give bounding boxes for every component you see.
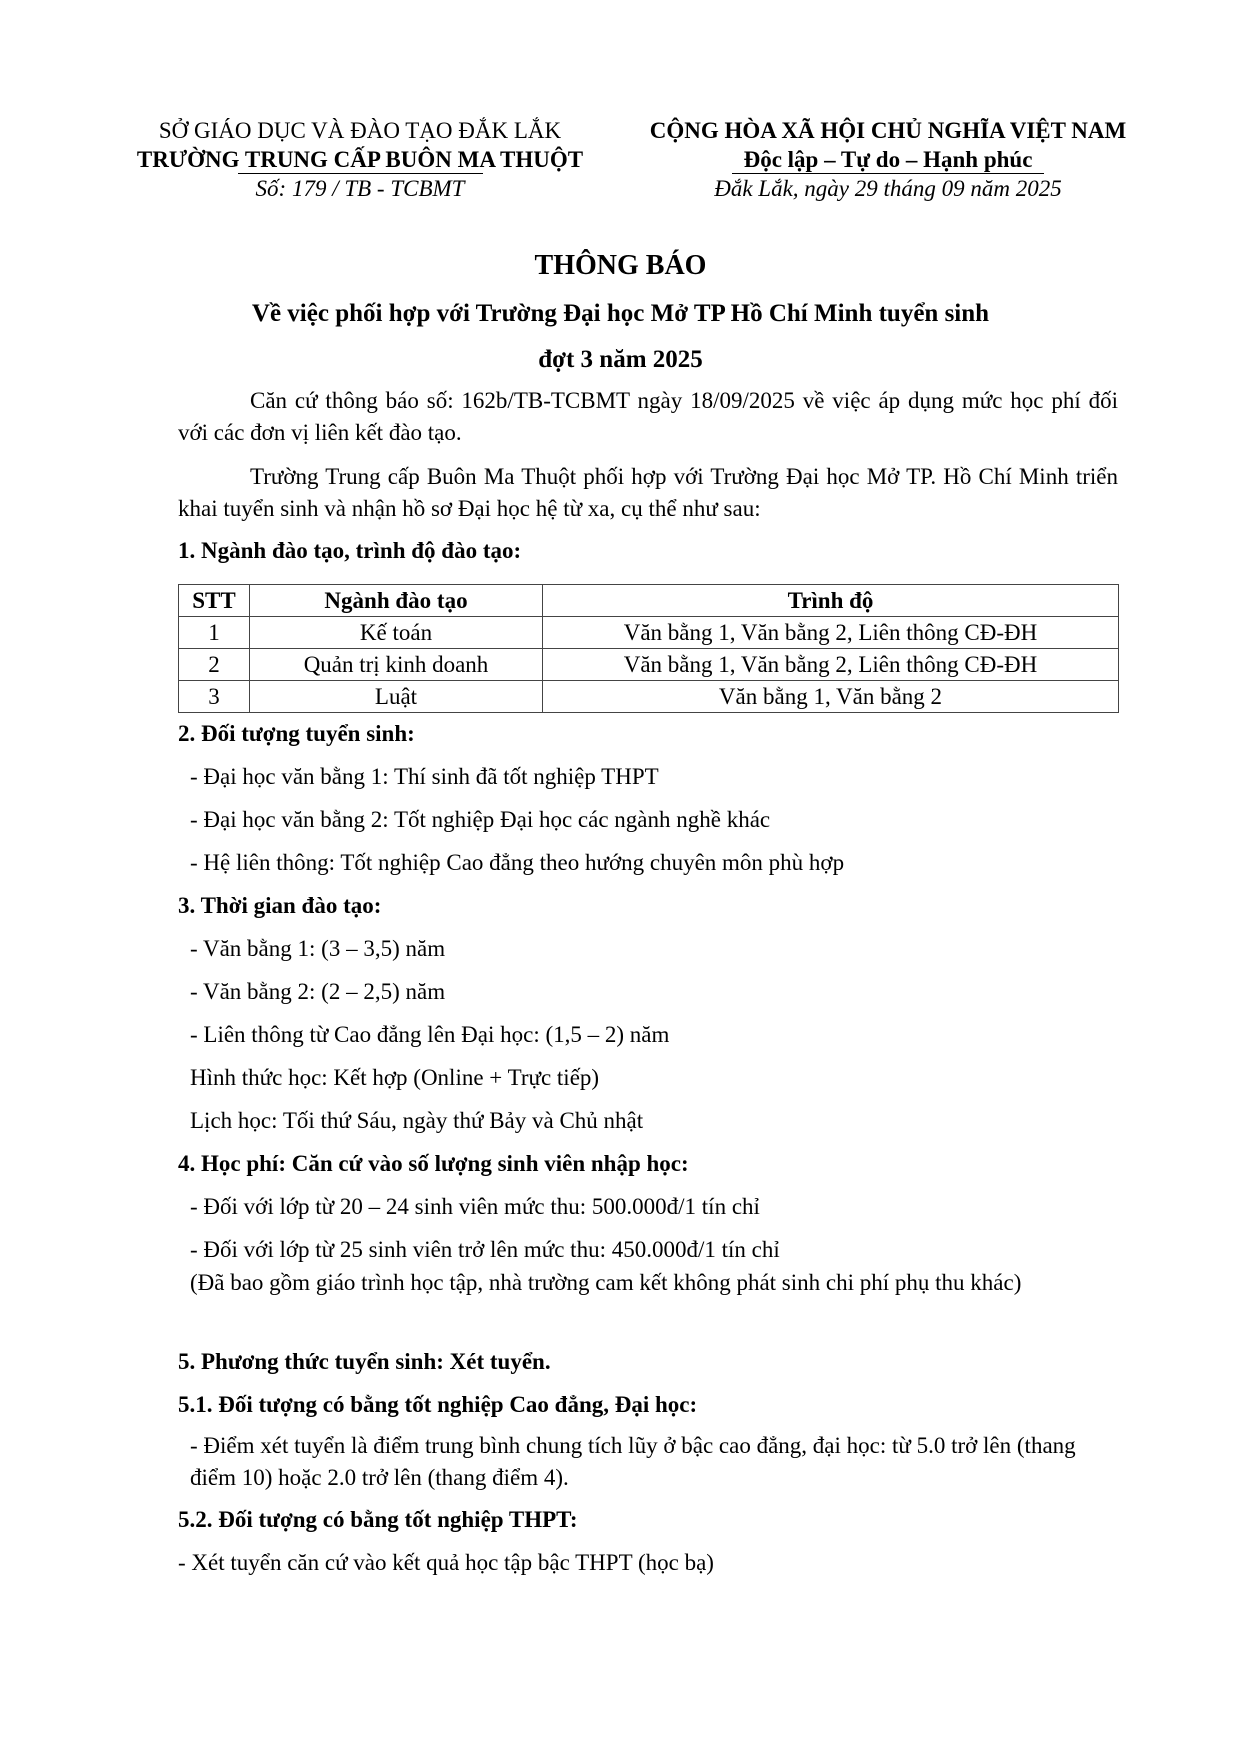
section-5-2-heading: 5.2. Đối tượng có bằng tốt nghiệp THPT: bbox=[178, 1507, 578, 1532]
document-subject-line-2: đợt 3 năm 2025 bbox=[538, 346, 703, 373]
column-header-major: Ngành đào tạo bbox=[250, 585, 543, 617]
study-schedule: Lịch học: Tối thứ Sáu, ngày thứ Bảy và Chủ nhật bbox=[190, 1108, 644, 1133]
majors-table bbox=[178, 584, 1119, 713]
cell-major: Luật bbox=[250, 681, 543, 713]
table-header-row bbox=[179, 585, 1119, 617]
section-4-heading: 4. Học phí: Căn cứ vào số lượng sinh viên nhập học: bbox=[178, 1151, 689, 1176]
intro-paragraph-1: Căn cứ thông báo số: 162b/TB-TCBMT ngày 18/09/2025 về việc áp dụng mức học phí đối với các đơn vị liên kết đào tạo. bbox=[178, 388, 1118, 445]
list-item: - Đại học văn bằng 2: Tốt nghiệp Đại học các ngành nghề khác bbox=[190, 807, 771, 832]
place-date: Đắk Lắk, ngày 29 tháng 09 năm 2025 bbox=[714, 176, 1062, 201]
list-item: - Liên thông từ Cao đẳng lên Đại học: (1,5 – 2) năm bbox=[190, 1022, 670, 1047]
fee-note: (Đã bao gồm giáo trình học tập, nhà trường cam kết không phát sinh chi phí phụ thu khác) bbox=[190, 1270, 1022, 1295]
intro-block bbox=[178, 385, 1118, 567]
list-item: - Đối với lớp từ 25 sinh viên trở lên mức thu: 450.000đ/1 tín chỉ bbox=[190, 1237, 780, 1262]
list-item: - Hệ liên thông: Tốt nghiệp Cao đẳng theo hướng chuyên môn phù hợp bbox=[190, 850, 845, 875]
national-motto: Độc lập – Tự do – Hạnh phúc bbox=[743, 147, 1033, 172]
sections-2-3 bbox=[178, 712, 1118, 1271]
cell-stt: 1 bbox=[179, 617, 250, 649]
header-left bbox=[110, 116, 610, 203]
list-item: - Đối với lớp từ 20 – 24 sinh viên mức thu: 500.000đ/1 tín chỉ bbox=[190, 1194, 760, 1219]
study-mode: Hình thức học: Kết hợp (Online + Trực tiếp) bbox=[190, 1065, 600, 1090]
cell-major: Quản trị kinh doanh bbox=[250, 649, 543, 681]
table-row bbox=[179, 681, 1119, 713]
cell-level: Văn bằng 1, Văn bằng 2 bbox=[543, 681, 1119, 713]
list-item: - Văn bằng 2: (2 – 2,5) năm bbox=[190, 979, 446, 1004]
section-5 bbox=[178, 1340, 1118, 1584]
document-subject-line-1: Về việc phối hợp với Trường Đại học Mở TP Hồ Chí Minh tuyển sinh bbox=[251, 300, 990, 327]
column-header-level: Trình độ bbox=[543, 585, 1119, 617]
document-number: Số: 179 / TB - TCBMT bbox=[255, 176, 465, 201]
cell-level: Văn bằng 1, Văn bằng 2, Liên thông CĐ-ĐH bbox=[543, 617, 1119, 649]
section-2-heading: 2. Đối tượng tuyển sinh: bbox=[178, 721, 415, 746]
section-5-heading: 5. Phương thức tuyển sinh: Xét tuyển. bbox=[178, 1349, 551, 1374]
section-5-1-heading: 5.1. Đối tượng có bằng tốt nghiệp Cao đẳng, Đại học: bbox=[178, 1392, 698, 1417]
department-name: SỞ GIÁO DỤC VÀ ĐÀO TẠO ĐẮK LẮK bbox=[158, 118, 562, 143]
list-item: - Văn bằng 1: (3 – 3,5) năm bbox=[190, 936, 446, 961]
section-5-1-text: - Điểm xét tuyển là điểm trung bình chung tích lũy ở bậc cao đẳng, đại học: từ 5.0 trở lên (thang điểm 10) hoặc 2.0 trở lên (thang điểm 4). bbox=[190, 1433, 1076, 1490]
school-name: TRƯỜNG TRUNG CẤP BUÔN MA THUỘT bbox=[136, 147, 584, 172]
cell-stt: 2 bbox=[179, 649, 250, 681]
section-5-2-text: - Xét tuyển căn cứ vào kết quả học tập bậc THPT (học bạ) bbox=[178, 1550, 714, 1575]
table-row bbox=[179, 649, 1119, 681]
table-row bbox=[179, 617, 1119, 649]
header-right bbox=[628, 116, 1148, 203]
intro-paragraph-2: Trường Trung cấp Buôn Ma Thuột phối hợp với Trường Đại học Mở TP. Hồ Chí Minh triển khai tuyển sinh và nhận hồ sơ Đại học hệ từ xa, cụ thể như sau: bbox=[178, 464, 1118, 521]
cell-level: Văn bằng 1, Văn bằng 2, Liên thông CĐ-ĐH bbox=[543, 649, 1119, 681]
section-3-heading: 3. Thời gian đào tạo: bbox=[178, 893, 382, 918]
country-name: CỘNG HÒA XÃ HỘI CHỦ NGHĨA VIỆT NAM bbox=[649, 118, 1127, 143]
cell-major: Kế toán bbox=[250, 617, 543, 649]
cell-stt: 3 bbox=[179, 681, 250, 713]
column-header-stt: STT bbox=[179, 585, 250, 617]
document-title: THÔNG BÁO bbox=[534, 250, 707, 281]
list-item: - Đại học văn bằng 1: Thí sinh đã tốt nghiệp THPT bbox=[190, 764, 659, 789]
section-1-heading: 1. Ngành đào tạo, trình độ đào tạo: bbox=[178, 538, 522, 563]
